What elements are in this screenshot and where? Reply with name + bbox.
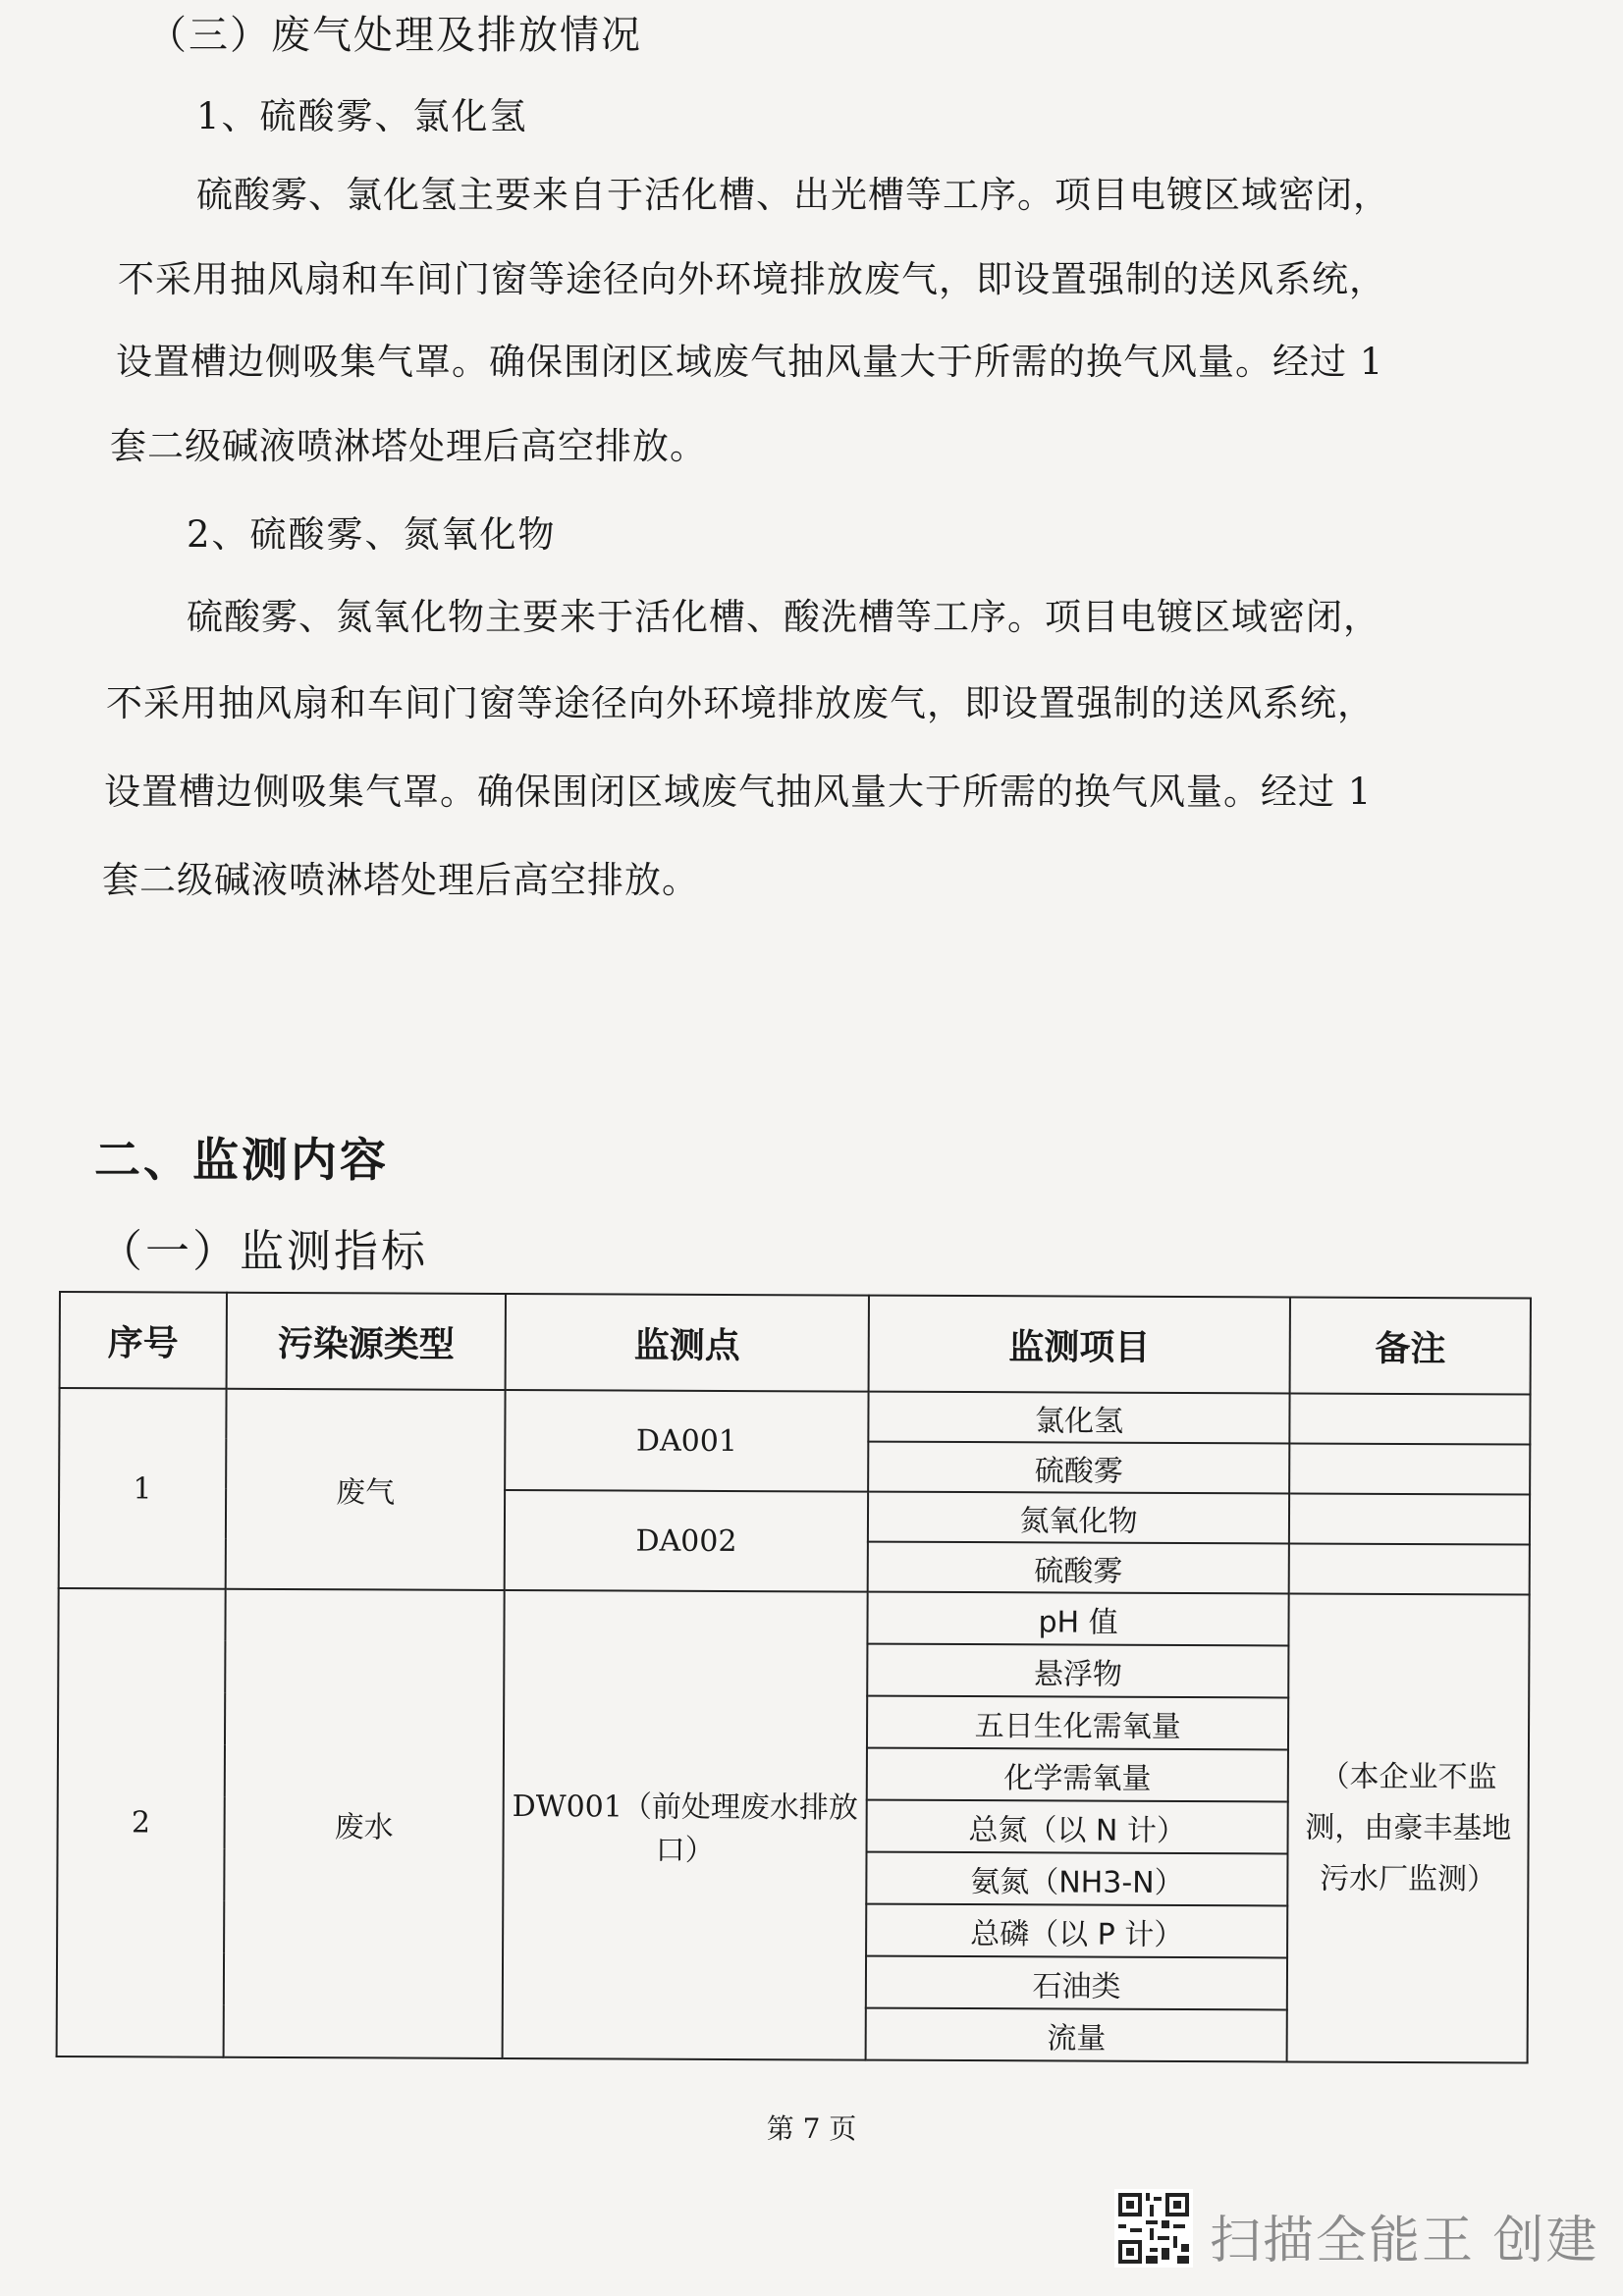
section-heading: （三）废气处理及排放情况	[147, 13, 642, 58]
monitor-item: 硫酸雾	[868, 1442, 1290, 1494]
monitor-item: pH 值	[867, 1592, 1289, 1646]
monitor-point: DW001（前处理废水排放口）	[503, 1590, 868, 2060]
paragraph-line: 设置槽边侧吸集气罩。确保围闭区域废气抽风量大于所需的换气风量。经过 1	[116, 341, 1384, 383]
paragraph-line: 不采用抽风扇和车间门窗等途径向外环境排放废气，即设置强制的送风系统，	[118, 258, 1386, 300]
monitor-item: 五日生化需氧量	[867, 1696, 1289, 1750]
table-header-row	[60, 1292, 1531, 1395]
table-row	[59, 1388, 1530, 1445]
note-cell	[1289, 1493, 1530, 1544]
source-type: 废气	[225, 1389, 505, 1590]
row-number: 2	[57, 1588, 226, 2057]
monitor-point: DA002	[505, 1490, 868, 1592]
header-cell: 序号	[60, 1292, 227, 1389]
row-number: 1	[59, 1388, 227, 1589]
monitoring-table	[56, 1291, 1532, 2064]
subsection-title: 1、硫酸雾、氯化氢	[196, 95, 528, 137]
header-cell: 污染源类型	[226, 1293, 506, 1390]
monitor-item: 流量	[865, 2008, 1287, 2062]
table-row	[58, 1588, 1529, 1647]
subsection-heading: （一）监测指标	[98, 1225, 429, 1277]
monitor-item: 石油类	[866, 1956, 1288, 2010]
monitor-item: 总氮（以 N 计）	[866, 1800, 1288, 1854]
paragraph-line: 硫酸雾、氮氧化物主要来于活化槽、酸洗槽等工序。项目电镀区域密闭，	[187, 596, 1380, 638]
header-cell: 监测项目	[868, 1296, 1290, 1394]
header-cell: 备注	[1290, 1297, 1531, 1394]
monitor-item: 氯化氢	[868, 1392, 1290, 1444]
note-cell	[1290, 1393, 1531, 1444]
page-number: 第 7 页	[766, 2112, 857, 2145]
note-cell: （本企业不监测，由豪丰基地污水厂监测）	[1287, 1593, 1530, 2062]
monitor-item: 氮氧化物	[868, 1492, 1290, 1544]
monitor-point: DA001	[505, 1390, 868, 1492]
monitor-item: 化学需氧量	[867, 1748, 1289, 1802]
note-cell	[1289, 1543, 1530, 1594]
monitor-item: 悬浮物	[867, 1644, 1289, 1698]
paragraph-line: 不采用抽风扇和车间门窗等途径向外环境排放废气，即设置强制的送风系统，	[106, 682, 1375, 724]
monitor-item: 氨氮（NH3-N）	[866, 1852, 1288, 1906]
source-type: 废水	[223, 1589, 505, 2058]
paragraph-line: 硫酸雾、氯化氢主要来自于活化槽、出光槽等工序。项目电镀区域密闭，	[196, 174, 1390, 216]
section-heading: 二、监测内容	[94, 1134, 389, 1188]
scanner-watermark: 扫描全能王 创建	[1210, 2212, 1599, 2270]
subsection-title: 2、硫酸雾、氮氧化物	[187, 513, 557, 556]
note-cell	[1289, 1443, 1530, 1494]
paragraph-line: 设置槽边侧吸集气罩。确保围闭区域废气抽风量大于所需的换气风量。经过 1	[104, 771, 1373, 813]
qr-code-icon	[1114, 2189, 1193, 2268]
paragraph-line: 套二级碱液喷淋塔处理后高空排放。	[110, 425, 707, 467]
header-cell: 监测点	[506, 1294, 869, 1392]
monitor-item: 总磷（以 P 计）	[866, 1904, 1288, 1958]
paragraph-line: 套二级碱液喷淋塔处理后高空排放。	[102, 859, 699, 901]
monitor-item: 硫酸雾	[868, 1542, 1290, 1594]
